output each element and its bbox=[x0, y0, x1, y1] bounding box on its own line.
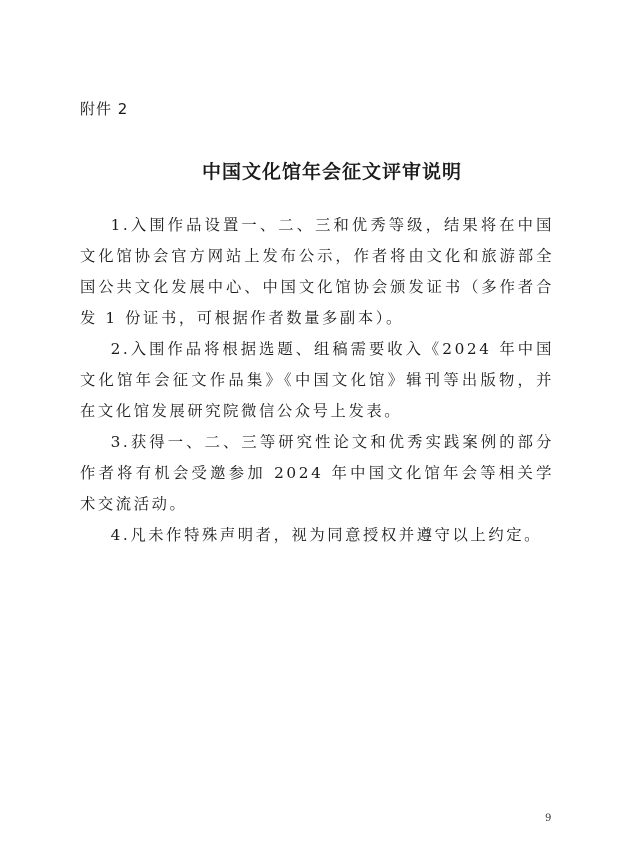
page-number: 9 bbox=[545, 813, 552, 824]
paragraph-3: 3.获得一、二、三等研究性论文和优秀实践案例的部分作者将有机会受邀参加 2024 年中国文化馆年会等相关学术交流活动。 bbox=[80, 433, 554, 513]
paragraph-1: 1.入围作品设置一、二、三和优秀等级，结果将在中国文化馆协会官方网站上发布公示，作者将由文化和旅游部全国公共文化发展中心、中国文化馆协会颁发证书（多作者合发 1 份证书，可根据作者数量多副本）。 bbox=[80, 216, 554, 327]
paragraph-4: 4.凡未作特殊声明者，视为同意授权并遵守以上约定。 bbox=[110, 526, 543, 544]
document-title: 中国文化馆年会征文评审说明 bbox=[201, 161, 462, 183]
attachment-label: 附件 2 bbox=[80, 100, 129, 118]
paragraph-2: 2.入围作品将根据选题、组稿需要收入《2024 年中国文化馆年会征文作品集》《中国文化馆》辑刊等出版物，并在文化馆发展研究院微信公众号上发表。 bbox=[80, 340, 554, 420]
document-body bbox=[80, 210, 554, 551]
